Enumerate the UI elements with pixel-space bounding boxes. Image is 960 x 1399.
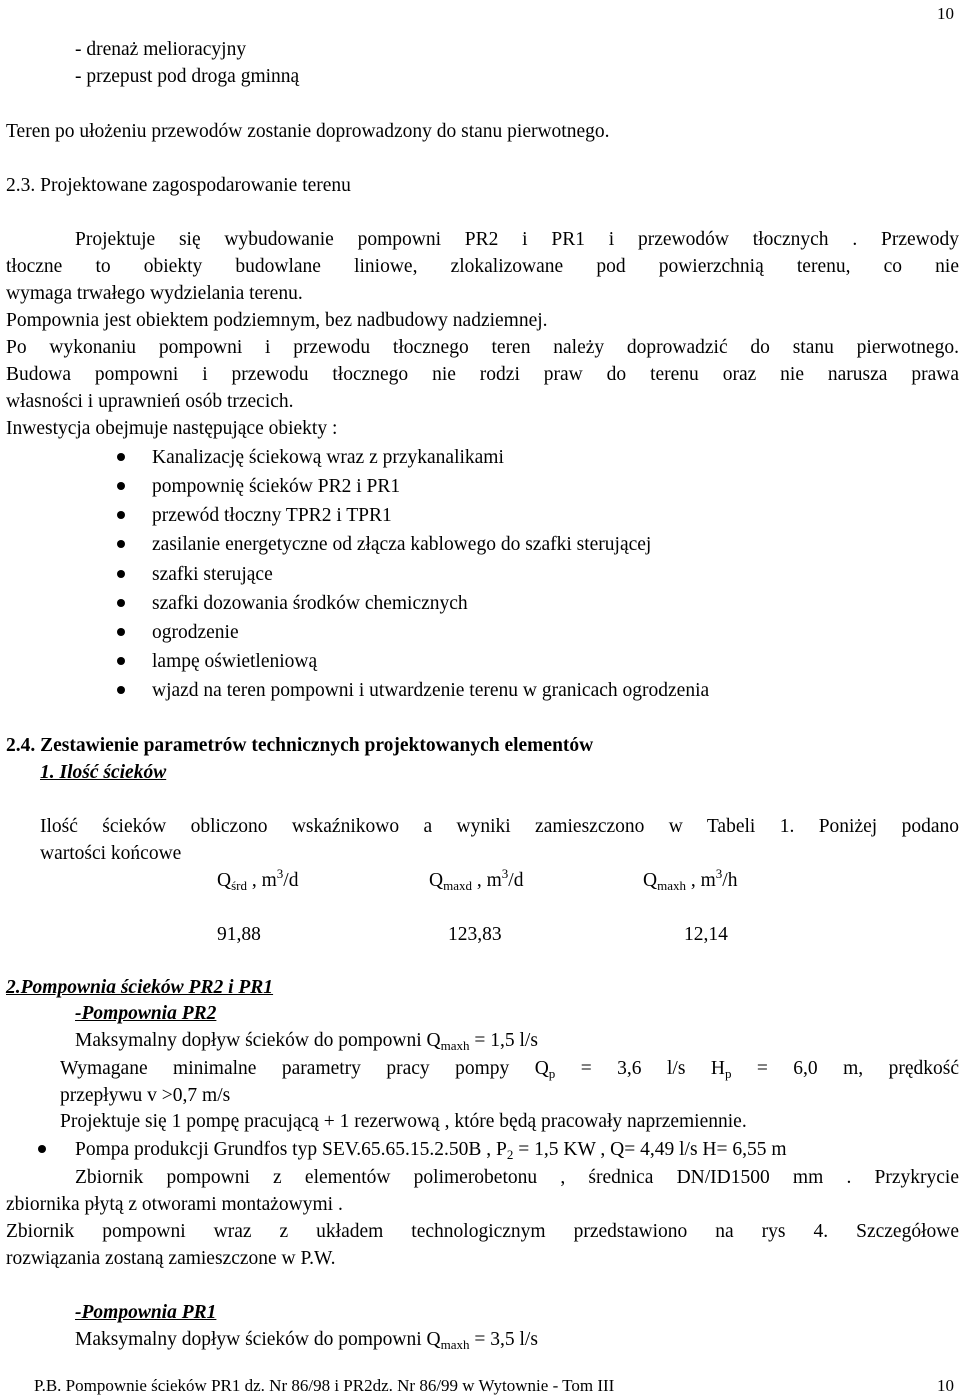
list-item: szafki dozowania środków chemicznych <box>152 593 468 614</box>
footer-page-number: 10 <box>937 1376 954 1395</box>
pr2-pumps: Projektuje się 1 pompę pracującą + 1 rezerwową , które będą pracowały naprzemiennie. <box>60 1111 747 1132</box>
pr2-inflow: Maksymalny dopływ ścieków do pompowni $Q_{maxh} = 1,5$ l/s <box>75 1030 538 1053</box>
page-number: 10 <box>937 4 954 23</box>
list-intro: Inwestycja obejmuje następujące obiekty : <box>6 418 338 439</box>
para1-line3: wymaga trwałego wydzielania terenu. <box>6 283 303 304</box>
bullet-icon <box>117 657 125 665</box>
list-item: wjazd na teren pompowni i utwardzenie terenu w granicach ogrodzenia <box>152 680 710 701</box>
table-value-q-maxd: 123,83 <box>448 924 502 945</box>
subsection-heading-pumping-stations: 2.Pompownia ścieków PR2 i PR1 <box>6 977 274 998</box>
pr2-tank-line2: zbiornika płytą z otworami montażowymi . <box>6 1194 343 1215</box>
sewage-text-line1: Ilość ścieków obliczono wskaźnikowo a wyniki zamieszczono w Tabeli 1. Poniżej podano <box>40 816 959 837</box>
table-header-q-avg: $Q_{śrd}$ , $m^3/d$ <box>217 866 299 893</box>
table-value-q-avg: 91,88 <box>217 924 261 945</box>
bullet-icon <box>117 628 125 636</box>
list-item: zasilanie energetyczne od złącza kablowego do szafki sterującej <box>152 534 652 555</box>
footer-text: P.B. Pompownie ścieków PR1 dz. Nr 86/98 i PR2dz. Nr 86/99 w Wytownie - Tom III <box>34 1376 615 1395</box>
list-item: ogrodzenie <box>152 622 239 643</box>
sewage-text-line2: wartości końcowe <box>40 843 182 864</box>
bullet-icon <box>117 570 125 578</box>
list-item: lampę oświetleniową <box>152 651 318 672</box>
list-item: przewód tłoczny TPR2 i TPR1 <box>152 505 392 526</box>
bullet-icon <box>117 453 125 461</box>
table-header-q-maxh: $Q_{maxh}$ , $m^3/h$ <box>643 866 738 893</box>
para3: Po wykonaniu pompowni i przewodu tłocznego teren należy doprowadzić do stanu pierwotnego. <box>6 337 959 358</box>
pr2-heading: -Pompownia PR2 <box>75 1003 217 1024</box>
restore-sentence: Teren po ułożeniu przewodów zostanie doprowadzony do stanu pierwotnego. <box>6 121 610 142</box>
list-item: Kanalizację ściekową wraz z przykanalikami <box>152 447 504 468</box>
list-item: pompownię ścieków PR2 i PR1 <box>152 476 401 497</box>
pr2-requirements-line2: przepływu v >0,7 m/s <box>60 1085 231 1106</box>
para1-line1: Projektuje się wybudowanie pompowni PR2 i PR1 i przewodów tłocznych . Przewody <box>75 229 959 250</box>
list-item: szafki sterujące <box>152 564 273 585</box>
para1-line2: tłoczne to obiekty budowlane liniowe, zlokalizowane pod powierzchnią terenu, co nie <box>6 256 959 277</box>
bullet-icon <box>117 482 125 490</box>
pr2-tank-line1: Zbiornik pompowni z elementów polimerobetonu , średnica DN/ID1500 mm . Przykrycie <box>75 1167 959 1188</box>
table-value-q-maxh: 12,14 <box>684 924 728 945</box>
para2: Pompownia jest obiektem podziemnym, bez nadbudowy nadziemnej. <box>6 310 548 331</box>
bullet-icon <box>117 599 125 607</box>
section-heading-2-4: 2.4. Zestawienie parametrów technicznych projektowanych elementów <box>6 735 594 756</box>
bullet-icon <box>117 511 125 519</box>
pr2-pump-model: Pompa produkcji Grundfos typ SEV.65.65.15.2.50B , $P_2 = 1,5$ KW , Q= 4,49 l/s H= 6,55 m <box>75 1139 787 1162</box>
section-heading-2-3: 2.3. Projektowane zagospodarowanie terenu <box>6 175 351 196</box>
pr1-heading: -Pompownia PR1 <box>75 1302 217 1323</box>
bullet-icon <box>117 686 125 694</box>
intro-item-drainage: - drenaż melioracyjny <box>75 39 247 60</box>
bullet-icon <box>117 540 125 548</box>
para4-line2: własności i uprawnień osób trzecich. <box>6 391 294 412</box>
table-header-q-maxd: $Q_{maxd}$ , $m^3/d$ <box>429 866 524 893</box>
subsection-heading-sewage-quantity: 1. Ilość ścieków <box>40 762 167 783</box>
pr1-inflow: Maksymalny dopływ ścieków do pompowni $Q_{maxh} = 3,5$ l/s <box>75 1329 538 1352</box>
bullet-icon <box>38 1145 46 1153</box>
pr2-scheme-line2: rozwiązania zostaną zamieszczone w P.W. <box>6 1248 336 1269</box>
para4-line1: Budowa pompowni i przewodu tłocznego nie rodzi praw do terenu oraz nie narusza prawa <box>6 364 959 385</box>
pr2-scheme-line1: Zbiornik pompowni wraz z układem technologicznym przedstawiono na rys 4. Szczegółowe <box>6 1221 959 1242</box>
pr2-requirements-line1: Wymagane minimalne parametry pracy pompy $Q_p = 3,6$ l/s $H_p = 6,0$ m, prędkość <box>60 1058 959 1081</box>
intro-item-culvert: - przepust pod droga gminną <box>75 66 300 87</box>
